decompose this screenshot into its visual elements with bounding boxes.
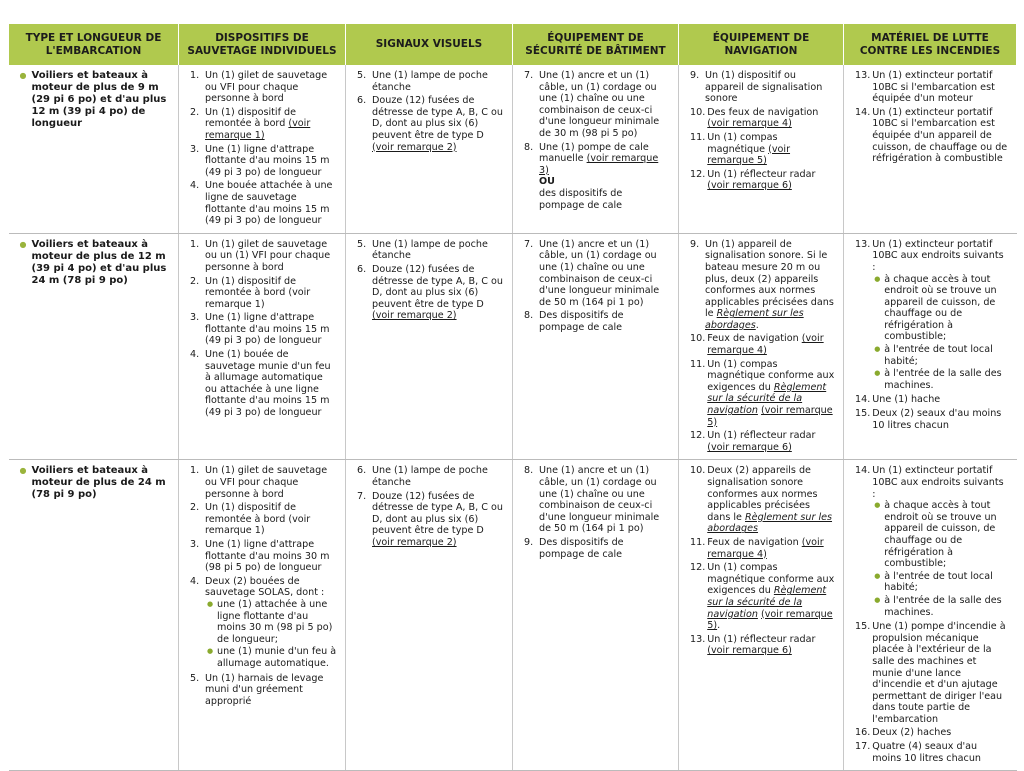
item-text bbox=[707, 359, 835, 429]
item-number: 14. bbox=[855, 106, 871, 118]
item-text bbox=[205, 70, 337, 105]
category-label: Voiliers et bateaux à moteur de plus de 9 m (29 pi 6 po) et d'au plus 12 m (39 pi 4 po) de longueur bbox=[31, 70, 167, 129]
sub-item-text: à chaque accès à tout endroit où se trouve un appareil de cuisson, de chauffage ou de réfrigération à combustible; bbox=[884, 273, 997, 343]
list-item bbox=[357, 239, 504, 262]
item-text bbox=[205, 144, 337, 179]
bullet-icon: ● bbox=[874, 595, 881, 604]
item-suffix: . bbox=[755, 319, 759, 331]
signals-cell bbox=[346, 233, 513, 460]
item-text bbox=[707, 465, 835, 535]
item-text bbox=[707, 430, 835, 453]
bullet-icon: ● bbox=[874, 501, 881, 510]
category-label: Voiliers et bateaux à moteur de plus de 24 m (78 pi 9 po) bbox=[31, 465, 166, 501]
item-number: 12. bbox=[690, 562, 706, 574]
regulation-link: Règlement sur les abordages bbox=[705, 308, 804, 331]
sub-item bbox=[874, 274, 1008, 344]
item-text bbox=[872, 239, 1008, 393]
item-number: 1. bbox=[190, 238, 200, 250]
item-text bbox=[205, 180, 337, 226]
item-number: 14. bbox=[855, 394, 871, 406]
item-number: 1. bbox=[190, 465, 200, 477]
header-row bbox=[9, 24, 1017, 65]
item-label: Des dispositifs de pompage de cale bbox=[539, 536, 624, 560]
item-label: Un (1) dispositif de remontée à bord (voir remarque 1) bbox=[205, 502, 311, 537]
item-number: 5. bbox=[190, 672, 200, 684]
item-text bbox=[205, 312, 337, 347]
item-label: Un (1) gilet de sauvetage ou VFI pour chaque personne à bord bbox=[205, 465, 328, 500]
item-text bbox=[205, 539, 337, 574]
list-item bbox=[357, 264, 504, 322]
item-label: Un (1) harnais de levage muni d'un gréement approprié bbox=[205, 672, 324, 707]
item-text bbox=[205, 465, 337, 500]
item-number: 2. bbox=[190, 106, 200, 118]
remark-link[interactable]: (voir remarque 5) bbox=[707, 143, 791, 167]
item-label: Une (1) lampe de poche étanche bbox=[372, 238, 488, 262]
item-number: 11. bbox=[690, 536, 706, 548]
item-number: 8. bbox=[524, 465, 534, 477]
item-text bbox=[705, 239, 835, 332]
category bbox=[20, 239, 171, 287]
sub-item bbox=[207, 646, 337, 669]
list-item bbox=[524, 142, 670, 212]
item-text bbox=[205, 276, 337, 311]
table-row bbox=[9, 233, 1017, 460]
item-label: Une (1) ancre et un (1) câble, un (1) cordage ou une (1) chaîne ou une combinaison de ceux-ci d'une longueur minimale de 30 m (98 pi 5 po) bbox=[539, 70, 660, 139]
item-label: Deux (2) seaux d'au moins 10 litres chacun bbox=[872, 408, 1002, 431]
personal-cell bbox=[179, 65, 346, 233]
sub-item-text: à l'entrée de la salle des machines. bbox=[884, 368, 1002, 391]
sub-item-text: à l'entrée de tout local habité; bbox=[884, 570, 993, 594]
remark-link[interactable]: (voir remarque 1) bbox=[205, 118, 311, 141]
list-item bbox=[190, 465, 337, 500]
item-number: 7. bbox=[524, 70, 534, 81]
sub-item bbox=[874, 368, 1008, 391]
list-item bbox=[855, 70, 1009, 105]
header-personal-devices: DISPOSITIFS DE SAUVETAGE INDIVIDUELS bbox=[179, 24, 346, 65]
item-label: Deux (2) appareils de signalisation sonore conformes aux normes applicables précisées dans le bbox=[707, 465, 818, 523]
item-number: 9. bbox=[690, 70, 700, 81]
list-item bbox=[855, 727, 1009, 739]
item-text bbox=[707, 562, 835, 632]
bullet-icon: ● bbox=[874, 345, 881, 354]
item-label: Un (1) compas magnétique conforme aux exigences du bbox=[707, 562, 835, 597]
item-number: 8. bbox=[524, 310, 534, 322]
item-number: 10. bbox=[690, 465, 706, 477]
item-label: Un (1) extincteur portatif 10BC si l'embarcation est équipée d'un appareil de cuisson, de chauffage ou de réfrigération à combustible bbox=[872, 106, 1008, 165]
item-label: Douze (12) fusées de détresse de type A, B, C ou D, dont au plus six (6) peuvent être de type D bbox=[372, 490, 503, 537]
list-item bbox=[357, 465, 504, 488]
or-label: OU bbox=[539, 176, 555, 188]
sub-item bbox=[874, 595, 1008, 618]
item-label: Une (1) ligne d'attrape flottante d'au moins 15 m (49 pi 3 po) de longueur bbox=[205, 143, 330, 178]
item-label: Une (1) ancre et un (1) câble, un (1) cordage ou une (1) chaîne ou une combinaison de ceux-ci d'une longueur minimale de 50 m (164 pi 1 po) bbox=[539, 238, 660, 308]
category-label: Voiliers et bateaux à moteur de plus de 12 m (39 pi 4 po) et d'au plus 24 m (78 pi 9 po) bbox=[31, 238, 167, 286]
list-item bbox=[855, 621, 1009, 725]
list-item bbox=[855, 107, 1009, 165]
item-label: Un (1) réflecteur radar bbox=[707, 430, 816, 442]
item-text bbox=[707, 132, 835, 167]
item-text bbox=[872, 621, 1008, 725]
remark-link[interactable]: (voir remarque 5) bbox=[707, 405, 833, 428]
sub-item-text: à l'entrée de la salle des machines. bbox=[884, 594, 1002, 618]
list-item bbox=[690, 562, 835, 632]
fire-cell bbox=[844, 65, 1017, 233]
item-number: 14. bbox=[855, 465, 871, 477]
list-item bbox=[690, 132, 835, 167]
list-item bbox=[190, 276, 337, 311]
list-item bbox=[690, 465, 835, 535]
item-number: 13. bbox=[855, 238, 871, 250]
list-item bbox=[855, 408, 1009, 431]
list-item bbox=[190, 502, 337, 537]
item-label: Une (1) ligne d'attrape flottante d'au moins 30 m (98 pi 5 po) de longueur bbox=[205, 538, 330, 574]
item-number: 11. bbox=[690, 358, 706, 370]
category bbox=[20, 465, 171, 501]
item-text bbox=[707, 107, 835, 130]
list-item bbox=[855, 239, 1009, 393]
sub-item-text: une (1) munie d'un feu à allumage automatique. bbox=[217, 646, 337, 669]
personal-cell bbox=[179, 460, 346, 771]
item-text bbox=[872, 70, 1008, 105]
item-number: 3. bbox=[190, 143, 200, 155]
bullet-icon: ● bbox=[874, 369, 881, 378]
list-item bbox=[690, 70, 835, 105]
item-label: Un (1) extincteur portatif 10BC si l'embarcation est équipée d'un moteur bbox=[872, 70, 995, 105]
list-item bbox=[690, 169, 835, 192]
bullet-icon: ● bbox=[874, 571, 881, 580]
item-text bbox=[539, 142, 670, 212]
header-vessel-safety: ÉQUIPEMENT DE SÉCURITÉ DE BÂTIMENT bbox=[513, 24, 679, 65]
item-text bbox=[372, 264, 504, 322]
item-number: 5. bbox=[357, 238, 367, 250]
bullet-icon: ● bbox=[874, 274, 881, 283]
remark-link[interactable]: (voir remarque 5) bbox=[707, 608, 833, 632]
sub-item bbox=[874, 571, 1008, 594]
list-item bbox=[190, 239, 337, 274]
item-label: Un (1) compas magnétique conforme aux exigences du bbox=[707, 358, 835, 393]
item-text bbox=[372, 491, 504, 549]
regulation-link: Règlement sur la sécurité de la navigation bbox=[707, 381, 827, 417]
item-label: Une (1) pompe d'incendie à propulsion mécanique placée à l'extérieur de la salle des machines et munie d'une lance d'incendie et d'un ajutage permettant de diriger l'eau dans toute partie de l'embarcation bbox=[872, 621, 1006, 725]
item-number: 15. bbox=[855, 408, 871, 420]
remark-link[interactable]: (voir remarque 6) bbox=[707, 441, 792, 453]
item-number: 4. bbox=[190, 180, 200, 192]
list-item bbox=[690, 107, 835, 130]
item-text bbox=[372, 239, 504, 262]
item-label: Une bouée attachée à une ligne de sauvetage flottante d'au moins 15 m (49 pi 3 po) de longueur bbox=[205, 180, 333, 227]
item-number: 15. bbox=[855, 621, 871, 633]
item-number: 11. bbox=[690, 131, 706, 143]
item-label: Des feux de navigation bbox=[707, 106, 819, 118]
bullet-icon: ● bbox=[19, 71, 27, 80]
item-label: Un (1) extincteur portatif 10BC aux endroits suivants : bbox=[872, 465, 1004, 500]
item-number: 9. bbox=[690, 238, 700, 250]
sub-item bbox=[874, 344, 1008, 367]
item-text bbox=[372, 465, 504, 488]
item-number: 13. bbox=[855, 70, 871, 81]
item-text bbox=[707, 634, 835, 657]
list-item bbox=[690, 430, 835, 453]
item-number: 16. bbox=[855, 727, 871, 739]
list-item bbox=[190, 144, 337, 179]
item-number: 17. bbox=[855, 741, 871, 753]
navigation-cell bbox=[679, 233, 844, 460]
item-number: 3. bbox=[190, 312, 200, 324]
remark-link[interactable]: (voir remarque 4) bbox=[707, 536, 824, 560]
item-text bbox=[872, 741, 1008, 764]
navigation-cell bbox=[679, 65, 844, 233]
item-label: Une (1) lampe de poche étanche bbox=[372, 465, 488, 488]
item-label: Deux (2) bouées de sauvetage SOLAS, dont : bbox=[205, 575, 325, 599]
remark-link[interactable]: (voir remarque 2) bbox=[372, 141, 457, 153]
item-label: Deux (2) haches bbox=[872, 727, 952, 739]
list-item bbox=[524, 465, 670, 535]
item-text bbox=[705, 70, 835, 105]
item-number: 10. bbox=[690, 106, 706, 118]
list-item bbox=[855, 741, 1009, 764]
item-label: Une (1) bouée de sauvetage munie d'un feu à allumage automatique ou attachée à une ligne flottante d'au moins 15 m (49 pi 3 po) de longueur bbox=[205, 349, 331, 419]
header-navigation: ÉQUIPEMENT DE NAVIGATION bbox=[679, 24, 844, 65]
item-label: Un (1) extincteur portatif 10BC aux endroits suivants : bbox=[872, 238, 1004, 273]
item-number: 9. bbox=[524, 536, 534, 548]
item-label: Douze (12) fusées de détresse de type A, B, C ou D, dont au plus six (6) peuvent être de type D bbox=[372, 95, 503, 141]
sub-item-text: une (1) attachée à une ligne flottante d'au moins 30 m (98 pi 5 po) de longueur; bbox=[217, 598, 333, 645]
item-label: Feux de navigation bbox=[707, 333, 799, 345]
bullet-icon: ● bbox=[19, 239, 27, 249]
list-item bbox=[524, 310, 670, 333]
bullet-icon: ● bbox=[207, 599, 214, 608]
list-item bbox=[357, 95, 504, 153]
item-text bbox=[539, 465, 670, 535]
item-text bbox=[872, 465, 1008, 619]
bullet-icon: ● bbox=[207, 647, 214, 656]
list-item bbox=[190, 673, 337, 708]
list-item bbox=[690, 239, 835, 332]
sub-item-text: à l'entrée de tout local habité; bbox=[884, 344, 993, 367]
table-row bbox=[9, 65, 1017, 233]
bullet-icon: ● bbox=[19, 466, 27, 476]
item-text bbox=[539, 239, 670, 309]
item-number: 1. bbox=[190, 70, 200, 81]
header-type-length: TYPE ET LONGUEUR DE L'EMBARCATION bbox=[9, 24, 179, 65]
item-label: Une (1) hache bbox=[872, 394, 941, 406]
item-number: 8. bbox=[524, 141, 534, 153]
item-number: 5. bbox=[357, 70, 367, 81]
item-text bbox=[539, 310, 670, 333]
item-number: 7. bbox=[524, 238, 534, 250]
list-item bbox=[690, 333, 835, 356]
list-item bbox=[190, 107, 337, 142]
item-label: Un (1) appareil de signalisation sonore. Si le bateau mesure 20 m ou plus, deux (2) appareils conformes aux normes applicables précisées dans le bbox=[705, 238, 834, 320]
list-item bbox=[690, 634, 835, 657]
item-text bbox=[205, 502, 337, 537]
item-text bbox=[372, 70, 504, 93]
safety-cell bbox=[513, 460, 679, 771]
signals-cell bbox=[346, 65, 513, 233]
remark-link[interactable]: (voir remarque 6) bbox=[707, 180, 792, 192]
fire-cell bbox=[844, 233, 1017, 460]
item-text bbox=[707, 537, 835, 560]
item-text bbox=[707, 333, 835, 356]
item-text bbox=[539, 70, 670, 140]
remark-link[interactable]: (voir remarque 2) bbox=[372, 310, 457, 322]
list-item bbox=[190, 539, 337, 574]
remark-link[interactable]: (voir remarque 4) bbox=[707, 118, 792, 130]
personal-cell bbox=[179, 233, 346, 460]
navigation-cell bbox=[679, 460, 844, 771]
remark-link[interactable]: (voir remarque 2) bbox=[372, 536, 457, 548]
item-label: Un (1) compas magnétique bbox=[707, 131, 778, 155]
item-number: 6. bbox=[357, 95, 367, 107]
item-label: Un (1) réflecteur radar bbox=[707, 633, 816, 645]
safety-cell bbox=[513, 65, 679, 233]
list-item bbox=[855, 465, 1009, 619]
item-text bbox=[205, 239, 337, 274]
list-item bbox=[855, 394, 1009, 406]
item-number: 6. bbox=[357, 465, 367, 477]
item-label: Quatre (4) seaux d'au moins 10 litres chacun bbox=[872, 741, 981, 764]
sub-item bbox=[874, 500, 1008, 570]
item-label: Feux de navigation bbox=[707, 536, 799, 548]
item-text bbox=[205, 576, 337, 671]
item-number: 3. bbox=[190, 538, 200, 550]
item-label: Un (1) réflecteur radar bbox=[707, 168, 816, 180]
signals-cell bbox=[346, 460, 513, 771]
item-number: 4. bbox=[190, 349, 200, 361]
item-text bbox=[205, 673, 337, 708]
category-cell bbox=[9, 233, 179, 460]
list-item bbox=[524, 70, 670, 140]
item-text bbox=[872, 408, 1008, 431]
list-item bbox=[524, 537, 670, 560]
remark-link[interactable]: (voir remarque 4) bbox=[707, 333, 824, 357]
item-label: Un (1) dispositif ou appareil de signalisation sonore bbox=[705, 70, 823, 105]
fire-cell bbox=[844, 460, 1017, 771]
item-label: Un (1) dispositif de remontée à bord bbox=[205, 106, 297, 130]
item-number: 12. bbox=[690, 168, 706, 180]
item-label: Une (1) pompe de cale manuelle bbox=[539, 141, 649, 165]
item-text bbox=[872, 394, 1008, 406]
list-item bbox=[357, 491, 504, 549]
item-number: 2. bbox=[190, 275, 200, 287]
item-number: 4. bbox=[190, 575, 200, 587]
list-item bbox=[690, 359, 835, 429]
item-number: 7. bbox=[357, 490, 367, 502]
item-label: Des dispositifs de pompage de cale bbox=[539, 310, 624, 333]
item-suffix: . bbox=[717, 620, 721, 632]
item-suffix: des dispositifs de pompage de cale bbox=[539, 187, 623, 211]
sub-item bbox=[207, 599, 337, 645]
item-number: 10. bbox=[690, 333, 706, 345]
item-text bbox=[205, 349, 337, 419]
item-label: Douze (12) fusées de détresse de type A, B, C ou D, dont au plus six (6) peuvent être de type D bbox=[372, 263, 503, 310]
item-text bbox=[539, 537, 670, 560]
safety-cell bbox=[513, 233, 679, 460]
list-item bbox=[690, 537, 835, 560]
list-item bbox=[190, 180, 337, 226]
item-label: Un (1) gilet de sauvetage ou un (1) VFI pour chaque personne à bord bbox=[205, 238, 331, 273]
item-text bbox=[872, 727, 1008, 739]
item-label: Un (1) dispositif de remontée à bord (voir remarque 1) bbox=[205, 275, 311, 310]
item-number: 13. bbox=[690, 633, 706, 645]
equipment-table bbox=[8, 24, 1017, 771]
remark-link[interactable]: (voir remarque 3) bbox=[539, 153, 659, 176]
item-text bbox=[205, 107, 337, 142]
header-visual-signals: SIGNAUX VISUELS bbox=[346, 24, 513, 65]
item-text bbox=[872, 107, 1008, 165]
list-item bbox=[190, 576, 337, 671]
item-text bbox=[372, 95, 504, 153]
list-item bbox=[190, 312, 337, 347]
remark-link[interactable]: (voir remarque 6) bbox=[707, 645, 792, 657]
item-label: Une (1) ligne d'attrape flottante d'au moins 15 m (49 pi 3 po) de longueur bbox=[205, 312, 330, 347]
category bbox=[20, 70, 171, 130]
category-cell bbox=[9, 460, 179, 771]
item-label: Un (1) gilet de sauvetage ou VFI pour chaque personne à bord bbox=[205, 70, 328, 105]
list-item bbox=[190, 70, 337, 105]
item-label: Une (1) lampe de poche étanche bbox=[372, 70, 488, 93]
item-number: 2. bbox=[190, 502, 200, 514]
item-number: 12. bbox=[690, 430, 706, 442]
header-firefighting: MATÉRIEL DE LUTTE CONTRE LES INCENDIES bbox=[844, 24, 1017, 65]
regulation-link: Règlement sur la sécurité de la navigation bbox=[707, 585, 827, 620]
list-item bbox=[357, 70, 504, 93]
sub-item-text: à chaque accès à tout endroit où se trouve un appareil de cuisson, de chauffage ou de réfrigération à combustible; bbox=[884, 500, 997, 570]
table-row bbox=[9, 460, 1017, 771]
item-number: 6. bbox=[357, 263, 367, 275]
regulation-link: Règlement sur les abordages bbox=[707, 511, 833, 535]
list-item bbox=[524, 239, 670, 309]
category-cell bbox=[9, 65, 179, 233]
item-text bbox=[707, 169, 835, 192]
item-label: Une (1) ancre et un (1) câble, un (1) cordage ou une (1) chaîne ou une combinaison de ceux-ci d'une longueur minimale de 50 m (164 pi 1 po) bbox=[539, 465, 660, 535]
list-item bbox=[190, 349, 337, 419]
